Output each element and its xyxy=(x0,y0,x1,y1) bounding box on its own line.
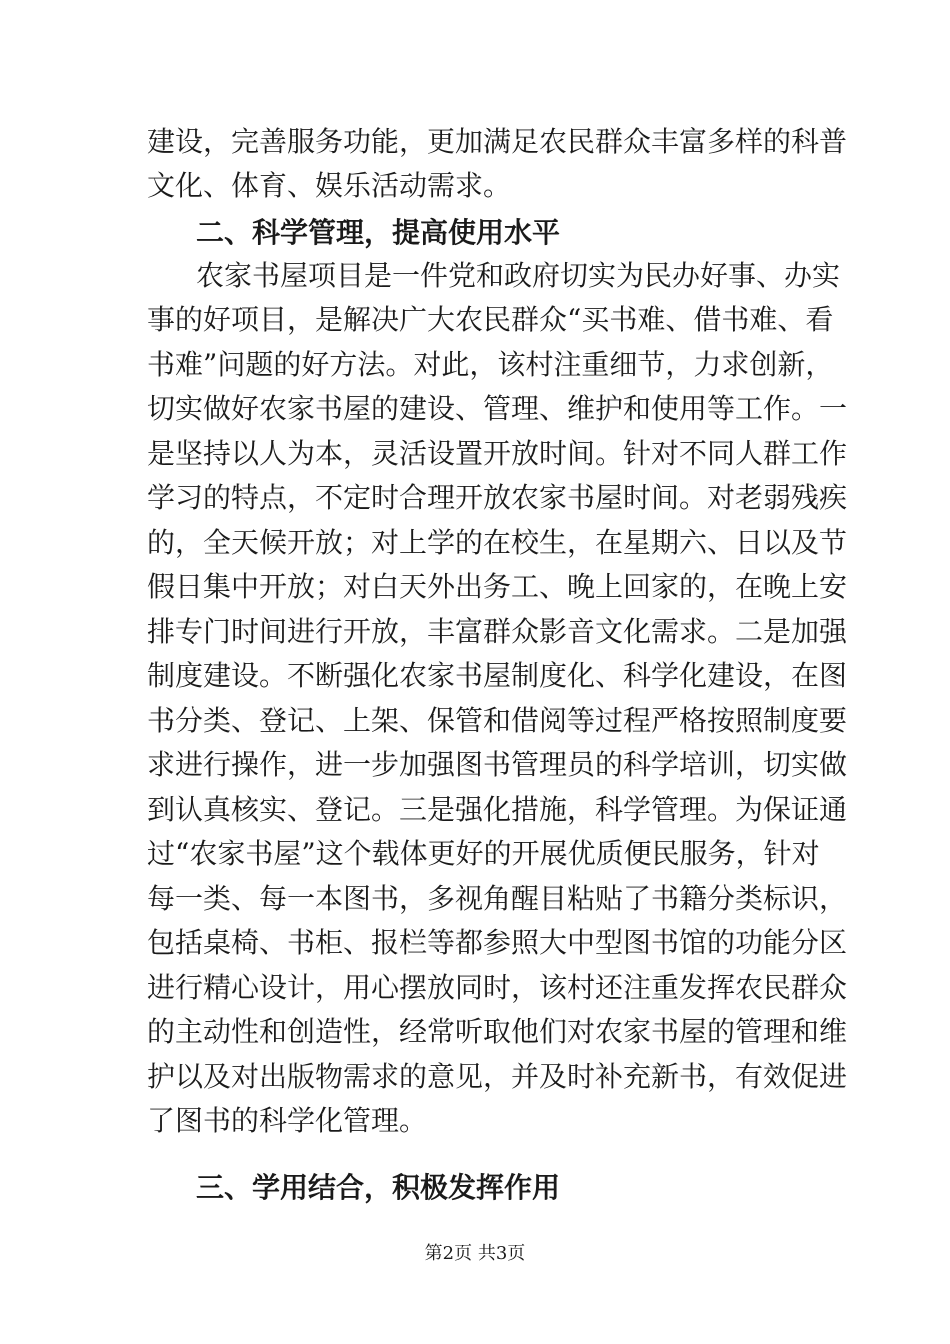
paragraph-line: 制度建设。不断强化农家书屋制度化、科学化建设，在图 xyxy=(147,659,848,692)
paragraph-line: 书分类、登记、上架、保管和借阅等过程严格按照制度要 xyxy=(147,704,848,737)
paragraph-line: 的主动性和创造性，经常听取他们对农家书屋的管理和维 xyxy=(147,1015,848,1048)
paragraph-line: 过“农家书屋”这个载体更好的开展优质便民服务，针对 xyxy=(147,837,820,870)
section-heading: 三、学用结合，积极发挥作用 xyxy=(196,1171,561,1204)
paragraph-line: 求进行操作，进一步加强图书管理员的科学培训，切实做 xyxy=(147,748,848,781)
paragraph-line: 到认真核实、登记。三是强化措施，科学管理。为保证通 xyxy=(147,793,848,826)
paragraph-line: 排专门时间进行开放，丰富群众影音文化需求。二是加强 xyxy=(147,615,848,648)
paragraph-line: 每一类、每一本图书，多视角醒目粘贴了书籍分类标识， xyxy=(147,882,848,915)
paragraph-line: 护以及对出版物需求的意见，并及时补充新书，有效促进 xyxy=(147,1060,848,1093)
page-footer: 第2页 共3页 xyxy=(424,1243,526,1264)
paragraph-line: 进行精心设计，用心摆放同时，该村还注重发挥农民群众 xyxy=(147,971,848,1004)
paragraph-line: 的，全天候开放；对上学的在校生，在星期六、日以及节 xyxy=(147,526,848,559)
paragraph-line: 事的好项目，是解决广大农民群众“买书难、借书难、看 xyxy=(147,303,834,336)
paragraph-line: 包括桌椅、书柜、报栏等都参照大中型图书馆的功能分区 xyxy=(147,926,848,959)
paragraph-line: 书难”问题的好方法。对此，该村注重细节，力求创新， xyxy=(147,348,834,381)
paragraph-line: 假日集中开放；对白天外出务工、晚上回家的，在晚上安 xyxy=(147,570,848,603)
section-heading: 二、科学管理，提高使用水平 xyxy=(196,216,561,249)
paragraph-line: 文化、体育、娱乐活动需求。 xyxy=(147,169,512,202)
paragraph-line: 是坚持以人为本，灵活设置开放时间。针对不同人群工作 xyxy=(147,437,848,470)
paragraph-line: 了图书的科学化管理。 xyxy=(147,1104,428,1137)
paragraph-line: 建设，完善服务功能，更加满足农民群众丰富多样的科普 xyxy=(147,125,848,158)
paragraph-line: 切实做好农家书屋的建设、管理、维护和使用等工作。一 xyxy=(147,392,848,425)
paragraph-line: 农家书屋项目是一件党和政府切实为民办好事、办实 xyxy=(196,259,841,292)
paragraph-line: 学习的特点，不定时合理开放农家书屋时间。对老弱残疾 xyxy=(147,481,848,514)
